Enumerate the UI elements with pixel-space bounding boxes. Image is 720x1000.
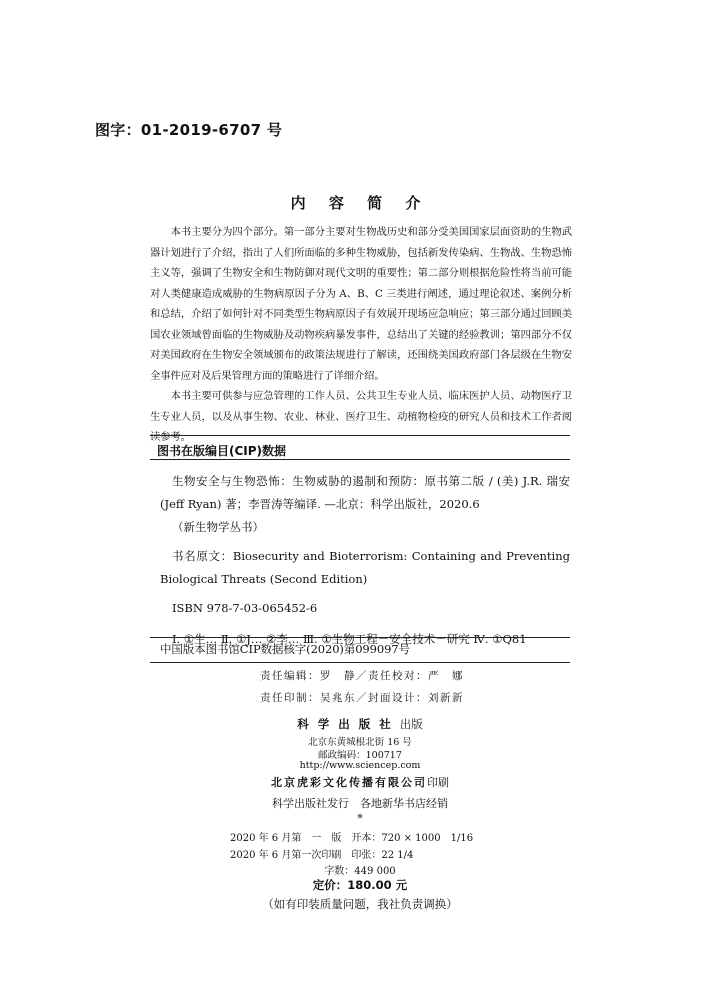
printer-suffix: 印刷 [427, 776, 449, 789]
publisher-name: 科学出版社 [297, 717, 400, 731]
cip-original-title: 书名原文：Biosecurity and Bioterrorism: Containing and Preventing Biological Threats (Second Edition) [160, 549, 570, 586]
cip-library-number: 中国版本图书馆CIP数据核字(2020)第099097号 [160, 642, 410, 656]
summary-title: 内 容 简 介 [290, 194, 430, 212]
distribution: 科学出版社发行 各地新华书店经销 [272, 797, 448, 810]
price: 定价：180.00 元 [312, 878, 408, 892]
abstract-paragraph-1: 本书主要分为四个部分。第一部分主要对生物战历史和部分受美国国家层面资助的生物武器计划进行了介绍，指出了人们所面临的多种生物威胁，包括新发传染病、生物战、生物恐怖主义等，强调了生物安全和生物防御对现代文明的重要性；第二部分则根据危险性将当前可能对人类健康造成威胁的生物病原因子分为 A、B、C 三类进行阐述，通过理论叙述、案例分析和总结，介绍了如何针对不同类型生物病原因子有效展开现场应急响应；第三部分通过回顾美国农业领域曾面临的生物威胁及动物疾病暴发事件，总结出了关键的经验教训；第四部分不仅对美国政府在生物安全领域颁布的政策法规进行了解读，还围绕美国政府部门各层级在生物安全事件应对及后果管理方面的策略进行了详细介绍。 [150, 226, 572, 382]
cip-top-rule [150, 435, 570, 436]
edition-line-1: 2020 年 6 月第 一 版 开本：720 × 1000 1/16 [230, 833, 474, 844]
abstract-paragraph-2: 本书主要可供参与应急管理的工作人员、公共卫生专业人员、临床医护人员、动物医疗卫生专业人员，以及从事生物、农业、林业、医疗卫生、动植物检疫的研究人员和技术工作者阅读参考。 [150, 390, 572, 443]
word-count: 字数：449 000 [324, 866, 396, 877]
quality-notice: （如有印装质量问题，我社负责调换） [262, 897, 458, 911]
cip-bottom-rule [150, 662, 570, 663]
cip-heading: 图书在版编目(CIP)数据 [157, 444, 287, 458]
publisher-website: http://www.sciencep.com [299, 760, 421, 771]
cip-isbn: ISBN 978-7-03-065452-6 [172, 601, 318, 615]
separator-star: * [357, 812, 363, 825]
cip-library-rule [150, 637, 570, 638]
publisher-postcode: 邮政编码：100717 [318, 750, 402, 761]
staff-editors: 责任编辑：罗 静／责任校对：严 娜 [260, 670, 464, 682]
staff-production: 责任印制：吴兆东／封面设计：刘新新 [260, 692, 464, 704]
cip-classification: Ⅰ. ①生… Ⅱ. ①J… ②李… Ⅲ. ①生物工程－安全技术－研究 Ⅳ. ①Q81 [172, 632, 527, 646]
cip-heading-rule [150, 459, 570, 460]
printer-name: 北京虎彩文化传播有限公司 [271, 776, 427, 789]
cip-series: （新生物学丛书） [172, 520, 264, 534]
printer-line [0, 774, 720, 790]
abstract-block [150, 222, 572, 448]
cip-body [160, 470, 570, 651]
publisher-line [0, 716, 720, 732]
edition-line-2: 2020 年 6 月第一次印刷 印张：22 1/4 [230, 850, 414, 861]
publisher-address: 北京东黄城根北街 16 号 [308, 737, 412, 748]
registration-number: 图字：01-2019-6707 号 [95, 121, 283, 139]
cip-entry: 生物安全与生物恐怖：生物威胁的遏制和预防：原书第二版 / (美) J.R. 瑞安 (Jeff Ryan) 著；李晋涛等编译. —北京：科学出版社，2020.6 [160, 474, 570, 511]
publisher-suffix: 出版 [399, 717, 423, 731]
